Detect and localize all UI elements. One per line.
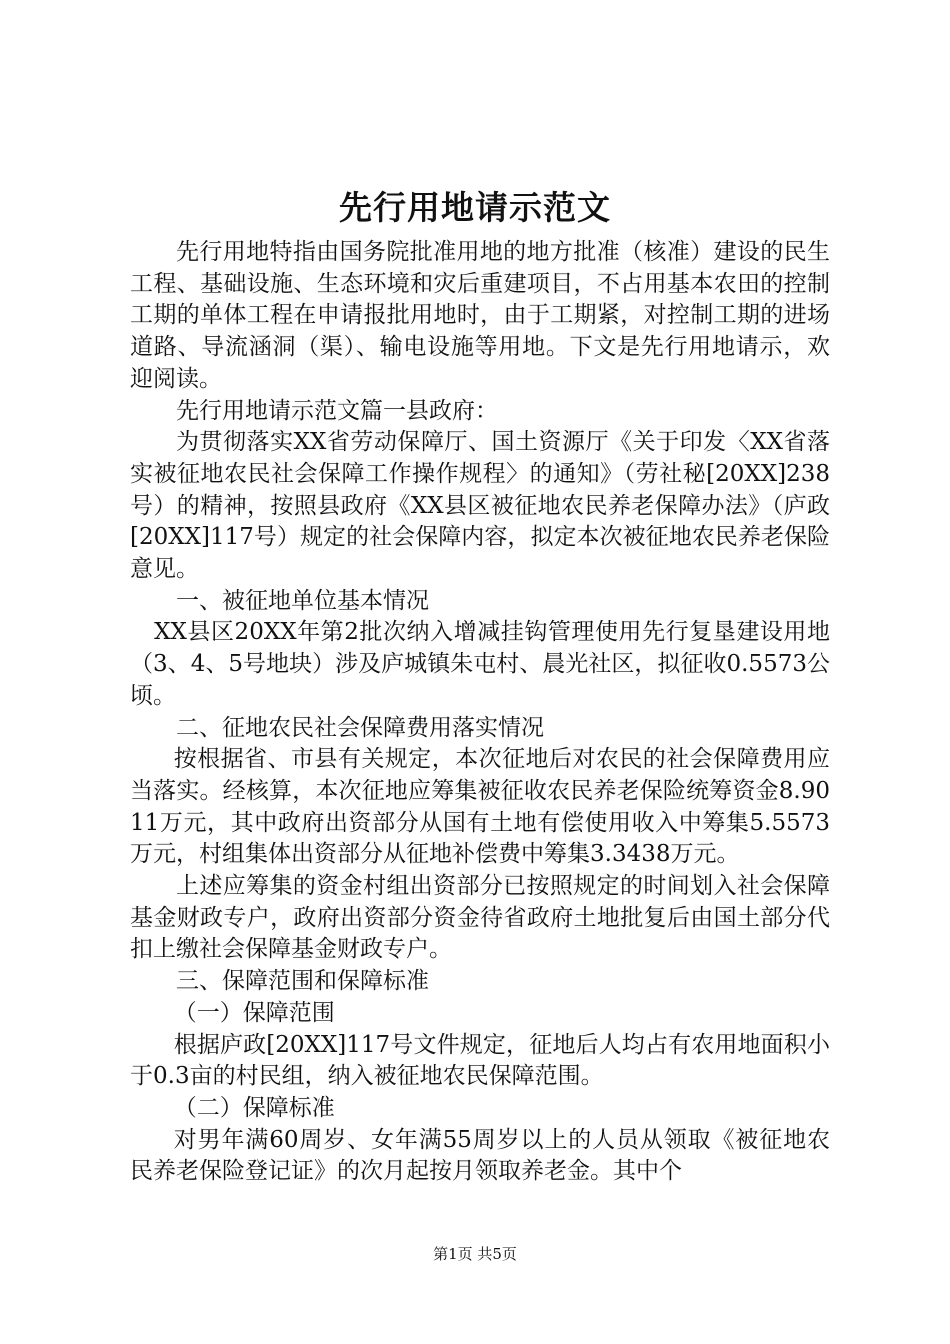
section-heading-3: 三、保障范围和保障标准: [176, 968, 429, 995]
page-footer: 第1页 共5页: [433, 1245, 517, 1263]
document-title: 先行用地请示范文: [339, 188, 611, 227]
purpose-paragraph: 为贯彻落实XX省劳动保障厅、国土资源厅《关于印发〈XX省落实被征地农民社会保障工作操作规程〉的通知》（劳社秘[20XX]238号）的精神，按照县政府《XX县区被征地农民养老保障办法》（庐政[20XX]117号）规定的社会保障内容，拟定本次被征地农民养老保险意见。: [130, 429, 830, 583]
subsection-heading-2: （二）保障标准: [173, 1094, 335, 1121]
subsection-heading-1: （一）保障范围: [173, 999, 335, 1026]
document-body: [130, 237, 830, 1188]
intro-paragraph: 先行用地特指由国务院批准用地的地方批准（核准）建设的民生工程、基础设施、生态环境和灾后重建项目，不占用基本农田的控制工期的单体工程在申请报批用地时，由于工期紧，对控制工期的进场道路、导流涵洞（渠）、输电设施等用地。下文是先行用地请示，欢迎阅读。: [130, 239, 830, 392]
subsection-1-paragraph: 根据庐政[20XX]117号文件规定，征地后人均占有农用地面积小于0.3亩的村民组，纳入被征地农民保障范围。: [130, 1031, 830, 1090]
section-2-paragraph-1: 按根据省、市县有关规定，本次征地后对农民的社会保障费用应当落实。经核算，本次征地应筹集被征收农民养老保险统筹资金8.9011万元，其中政府出资部分从国有土地有偿使用收入中筹集5.5573万元，村组集体出资部分从征地补偿费中筹集3.3438万元。: [130, 746, 830, 868]
subsection-2-paragraph: 对男年满60周岁、女年满55周岁以上的人员从领取《被征地农民养老保险登记证》的次月起按月领取养老金。其中个: [130, 1126, 830, 1185]
section-heading-1: 一、被征地单位基本情况: [176, 587, 429, 614]
section-2-paragraph-2: 上述应筹集的资金村组出资部分已按照规定的时间划入社会保障基金财政专户，政府出资部分资金待省政府土地批复后由国土部分代扣上缴社会保障基金财政专户。: [130, 873, 830, 963]
section-heading-2: 二、征地农民社会保障费用落实情况: [176, 714, 544, 741]
addressee-line: 先行用地请示范文篇一县政府：: [176, 397, 498, 424]
section-1-paragraph: XX县区20XX年第2批次纳入增减挂钩管理使用先行复垦建设用地（3、4、5号地块）涉及庐城镇朱屯村、晨光社区，拟征收0.5573公顷。: [130, 619, 830, 709]
